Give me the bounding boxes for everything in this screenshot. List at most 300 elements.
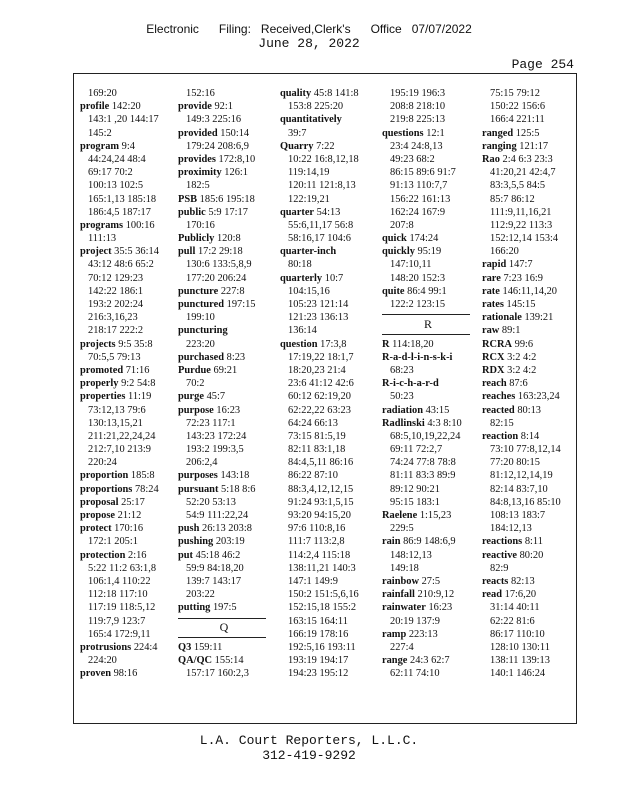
page-refs-continued: 138:11 139:13 xyxy=(490,655,550,667)
index-entry xyxy=(382,654,474,667)
index-word: rainfall xyxy=(382,589,415,601)
index-word: reach xyxy=(482,378,507,390)
index-word: purposes xyxy=(178,470,218,482)
index-word: pursuant xyxy=(178,483,219,495)
index-entry xyxy=(482,311,574,324)
index-word: protection xyxy=(80,549,126,561)
index-word: rain xyxy=(382,536,401,548)
page-refs-continued: 148:12,13 xyxy=(390,549,432,561)
index-entry xyxy=(482,390,574,403)
index-word: reacted xyxy=(482,404,515,416)
index-entry xyxy=(80,469,172,482)
index-entry xyxy=(178,522,270,535)
index-word: purchased xyxy=(178,351,225,363)
page-refs-continued: 82:11 83:1,18 xyxy=(288,444,346,456)
page-refs: 45:18 46:2 xyxy=(195,549,241,561)
page-refs-continued: 143:1 ,20 144:17 xyxy=(88,114,159,126)
index-entry xyxy=(80,483,172,496)
index-entry xyxy=(382,245,474,258)
index-entry xyxy=(482,404,574,417)
index-entry xyxy=(80,245,172,258)
page-refs-continued: 148:20 152:3 xyxy=(390,272,446,284)
page-refs-continued: 111:9,11,16,21 xyxy=(490,206,552,218)
page-refs: 45:7 xyxy=(206,391,226,403)
page-refs-continued: 192:5,16 193:11 xyxy=(288,641,356,653)
page-refs-continued: 23:6 41:12 42:6 xyxy=(288,378,354,390)
page-refs-continued: 69:11 72:2,7 xyxy=(390,444,443,456)
page-refs: 11:19 xyxy=(128,391,152,403)
page-refs: 98:16 xyxy=(113,668,138,680)
page-refs: 174:24 xyxy=(409,233,439,245)
page-refs-continued: 120:11 121:8,13 xyxy=(288,180,356,192)
page-refs-continued: 62:11 74:10 xyxy=(390,668,440,680)
index-entry xyxy=(178,324,270,337)
index-entry xyxy=(382,338,474,351)
index-entry xyxy=(178,469,270,482)
page-refs-continued: 130:13,15,21 xyxy=(88,417,143,429)
page-refs-continued: 152:15,18 155:2 xyxy=(288,602,357,614)
page-refs: 125:5 xyxy=(515,127,540,139)
page-refs-continued: 44:24,24 48:4 xyxy=(88,153,146,165)
page-refs-continued: 163:15 164:11 xyxy=(288,615,348,627)
section-rule xyxy=(382,331,474,338)
page-refs-continued: 20:19 137:9 xyxy=(390,615,440,627)
index-entry xyxy=(178,153,270,166)
index-entry xyxy=(178,206,270,219)
page-refs-continued: 70:2 xyxy=(186,378,205,390)
page-refs-continued: 62:22 81:6 xyxy=(490,615,535,627)
page-refs-continued: 212:7,10 213:9 xyxy=(88,444,151,456)
index-column-2 xyxy=(178,87,270,680)
index-word: question xyxy=(280,338,318,350)
index-word: properties xyxy=(80,391,126,403)
court-reporter-name: L.A. Court Reporters, L.L.C. xyxy=(199,733,419,748)
index-entry xyxy=(280,87,372,100)
index-word: rates xyxy=(482,299,504,310)
index-column-3 xyxy=(280,87,372,680)
page-refs: 8:23 xyxy=(226,351,246,363)
page-refs: 78:24 xyxy=(134,483,159,495)
index-word: quite xyxy=(382,285,405,297)
page-refs-continued: 138:11,21 140:3 xyxy=(288,562,356,574)
index-word: put xyxy=(178,549,194,561)
page-refs-continued: 122:19,21 xyxy=(288,193,330,205)
page-refs-continued: 93:20 94:15,20 xyxy=(288,510,351,521)
section-rule xyxy=(178,634,270,641)
index-word: R xyxy=(382,338,390,350)
page-refs: 163:23,24 xyxy=(517,391,560,403)
page-refs: 86:9 148:6,9 xyxy=(403,536,456,548)
page-refs-continued: 50:23 xyxy=(390,391,414,403)
page-refs-continued: 23:4 24:8,13 xyxy=(390,140,443,152)
page-refs: 1:15,23 xyxy=(419,510,452,521)
index-entry xyxy=(382,601,474,614)
index-word: provided xyxy=(178,127,218,139)
page-refs: 10:7 xyxy=(324,272,344,284)
index-entry xyxy=(482,338,574,351)
page-refs: 147:7 xyxy=(508,259,533,271)
index-entry xyxy=(382,575,474,588)
page-refs: 223:13 xyxy=(408,628,438,640)
page-refs-continued: 49:23 68:2 xyxy=(390,153,435,165)
page-refs-continued: 55:6,11,17 56:8 xyxy=(288,219,354,231)
page-refs: 89:1 xyxy=(501,325,521,337)
page-refs-continued: 69:17 70:2 xyxy=(88,167,133,179)
page-refs: 17:6,20 xyxy=(504,589,537,601)
page-refs-continued: 117:19 118:5,12 xyxy=(88,602,156,614)
page-refs: 185:6 195:18 xyxy=(199,193,255,205)
page-refs-continued: 39:7 xyxy=(288,127,307,139)
index-entry xyxy=(280,272,372,285)
court-reporter-phone: 312-419-9292 xyxy=(262,748,356,763)
page-refs: 99:6 xyxy=(514,338,534,350)
page-refs-continued: 74:24 77:8 78:8 xyxy=(390,457,456,469)
index-column-1 xyxy=(80,87,172,680)
index-word: purge xyxy=(178,391,204,403)
index-word: proximity xyxy=(178,167,222,179)
word-index-box xyxy=(73,73,577,724)
page-refs: 5:18 8:6 xyxy=(221,483,256,495)
page-refs-continued: 54:9 111:22,24 xyxy=(186,510,249,521)
page-refs-continued: 43:12 48:6 65:2 xyxy=(88,259,154,271)
index-entry xyxy=(80,522,172,535)
page-refs: 80:20 xyxy=(519,549,544,561)
page-refs-continued: 165:4 172:9,11 xyxy=(88,628,151,640)
page-refs-continued: 184:12,13 xyxy=(490,523,532,535)
page-refs: 146:11,14,20 xyxy=(502,285,557,297)
index-entry xyxy=(482,364,574,377)
index-entry xyxy=(382,285,474,298)
index-word: Q3 xyxy=(178,641,192,653)
index-entry xyxy=(482,351,574,364)
page-refs-continued: 112:9,22 113:3 xyxy=(490,219,553,231)
page-refs-continued: 86:17 110:10 xyxy=(490,628,545,640)
page-refs: 45:8 141:8 xyxy=(313,88,359,99)
page-refs-continued: 73:10 77:8,12,14 xyxy=(490,444,561,456)
index-word: programs xyxy=(80,219,124,231)
index-entry xyxy=(80,509,172,522)
index-word: QA/QC xyxy=(178,655,213,667)
index-word: read xyxy=(482,589,503,601)
index-entry xyxy=(482,535,574,548)
index-word: propose xyxy=(80,510,116,521)
page-refs: 120:8 xyxy=(216,233,241,245)
page-refs-continued: 170:16 xyxy=(186,219,215,231)
page-refs-continued: 70:12 129:23 xyxy=(88,272,144,284)
page-refs-continued: 68:23 xyxy=(390,364,414,376)
page-refs-continued: 72:23 117:1 xyxy=(186,417,236,429)
index-entry xyxy=(482,588,574,601)
index-word: reacts xyxy=(482,575,509,587)
page-refs: 159:11 xyxy=(193,641,223,653)
page-refs: 143:18 xyxy=(220,470,250,482)
index-entry xyxy=(280,206,372,219)
page-refs-continued: 211:21,22,24,24 xyxy=(88,430,156,442)
page-refs-continued: 147:10,11 xyxy=(390,259,432,271)
page-refs-continued: 199:10 xyxy=(186,312,215,324)
index-entry xyxy=(178,285,270,298)
index-word: reaction xyxy=(482,430,519,442)
page-refs: 142:20 xyxy=(111,101,141,113)
page-refs: 21:12 xyxy=(117,510,142,521)
index-entry xyxy=(80,140,172,153)
page-refs-continued: 75:15 79:12 xyxy=(490,88,540,99)
page-refs-continued: 119:7,9 123:7 xyxy=(88,615,146,627)
page-refs-continued: 219:8 225:13 xyxy=(390,114,446,126)
index-word: R-a-d-l-i-n-s-k-i xyxy=(382,351,453,363)
page-refs: 8:14 xyxy=(520,430,540,442)
page-refs: 17:2 29:18 xyxy=(197,246,243,258)
page-refs-continued: 207:8 xyxy=(390,219,414,231)
page-refs: 2:16 xyxy=(128,549,147,561)
page-refs-continued: 136:14 xyxy=(288,325,317,337)
page-refs-continued: 186:4,5 187:17 xyxy=(88,206,151,218)
index-entry xyxy=(178,390,270,403)
index-entry xyxy=(80,219,172,232)
page-refs-continued: 62:22,22 63:23 xyxy=(288,404,351,416)
page-refs-continued: 149:18 xyxy=(390,562,419,574)
index-column-4 xyxy=(382,87,474,680)
index-word: provides xyxy=(178,153,216,165)
index-entry xyxy=(482,258,574,271)
index-word: public xyxy=(178,206,206,218)
page-refs: 3:2 4:2 xyxy=(507,364,537,376)
page-refs-continued: 114:2,4 115:18 xyxy=(288,549,351,561)
index-word: puncturing xyxy=(178,325,228,337)
page-refs: 26:13 203:8 xyxy=(202,523,252,535)
index-entry xyxy=(178,127,270,140)
page-refs-continued: 91:24 93:1,5,15 xyxy=(288,496,354,508)
index-word: proven xyxy=(80,668,111,680)
page-refs-continued: 147:1 149:9 xyxy=(288,575,338,587)
page-refs-continued: 152:16 xyxy=(186,88,215,99)
page-refs-continued: 156:22 161:13 xyxy=(390,193,451,205)
page-refs-continued: 112:18 117:10 xyxy=(88,589,148,601)
index-entry xyxy=(280,140,372,153)
index-word: promoted xyxy=(80,364,124,376)
page-refs: 16:23 xyxy=(428,602,453,614)
page-refs-continued: 104:15,16 xyxy=(288,285,330,297)
index-word: quickly xyxy=(382,246,415,258)
page-refs: 17:3,8 xyxy=(320,338,347,350)
page-refs-continued: 70:5,5 79:13 xyxy=(88,351,141,363)
index-word: R-i-c-h-a-r-d xyxy=(382,378,439,390)
page-refs: 9:5 35:8 xyxy=(118,338,153,350)
index-word: project xyxy=(80,246,112,258)
index-word: RDX xyxy=(482,364,505,376)
index-entry xyxy=(178,166,270,179)
index-word: Purdue xyxy=(178,364,211,376)
page-refs-continued: 194:23 195:12 xyxy=(288,668,349,680)
index-word: range xyxy=(382,655,408,667)
index-word: proportion xyxy=(80,470,129,482)
page-refs-continued: 182:5 xyxy=(186,180,210,192)
page-refs: 86:4 99:1 xyxy=(407,285,447,297)
page-refs-continued: 95:15 183:1 xyxy=(390,496,440,508)
index-entry xyxy=(178,232,270,245)
page-refs-continued: 172:1 205:1 xyxy=(88,536,138,548)
page-refs-continued: 177:20 206:24 xyxy=(186,272,247,284)
page-refs-continued: 143:23 172:24 xyxy=(186,430,247,442)
page-refs-continued: 97:6 110:8,16 xyxy=(288,523,346,535)
index-word: quick xyxy=(382,233,407,245)
page-refs-continued: 86:15 89:6 91:7 xyxy=(390,167,456,179)
index-entry xyxy=(80,377,172,390)
index-word: putting xyxy=(178,602,211,614)
index-entry xyxy=(482,153,574,166)
page-refs-continued: 128:10 130:11 xyxy=(490,641,550,653)
index-word: quarterly xyxy=(280,272,323,284)
index-word: pull xyxy=(178,246,196,258)
index-word: pushing xyxy=(178,536,214,548)
page-refs-continued: 220:24 xyxy=(88,457,117,469)
index-word: Publicly xyxy=(178,233,215,245)
page-refs-continued: 84:8,13,16 85:10 xyxy=(490,496,561,508)
page-refs-continued: 166:4 221:11 xyxy=(490,114,545,126)
page-refs: 71:16 xyxy=(125,364,150,376)
index-entry xyxy=(80,390,172,403)
index-word: Quarry xyxy=(280,140,314,152)
index-entry xyxy=(382,377,474,390)
index-word: quantitatively xyxy=(280,114,342,126)
page-refs: 126:1 xyxy=(224,167,248,179)
page-refs-continued: 60:12 62:19,20 xyxy=(288,391,351,403)
page-refs-continued: 130:6 133:5,8,9 xyxy=(186,259,252,271)
index-entry xyxy=(482,285,574,298)
page-refs-continued: 119:14,19 xyxy=(288,167,330,179)
index-word: reaches xyxy=(482,391,516,403)
page-refs-continued: 82:9 xyxy=(490,562,509,574)
index-entry xyxy=(80,338,172,351)
page-refs: 82:13 xyxy=(510,575,535,587)
page-refs-continued: 218:17 222:2 xyxy=(88,325,144,337)
index-entry xyxy=(382,404,474,417)
page-refs: 54:13 xyxy=(316,206,341,218)
page-refs-continued: 108:13 183:7 xyxy=(490,510,546,521)
page-refs-continued: 139:7 143:17 xyxy=(186,575,242,587)
page-refs-continued: 88:3,4,12,12,15 xyxy=(288,483,354,495)
page-refs: 4:3 8:10 xyxy=(427,417,462,429)
page-refs: 224:4 xyxy=(133,641,158,653)
hearing-date: June 28, 2022 xyxy=(258,36,360,51)
index-word: PSB xyxy=(178,193,198,205)
page-refs-continued: 86:22 87:10 xyxy=(288,470,338,482)
page-refs-continued: 82:15 xyxy=(490,417,514,429)
page-refs-continued: 17:19,22 18:1,7 xyxy=(288,351,354,363)
section-letter: R xyxy=(423,316,432,331)
filing-stamp: Electronic Filing: Received,Clerk's Office 07/07/2022 xyxy=(146,22,472,36)
index-word: proportions xyxy=(80,483,133,495)
page-refs-continued: 73:12,13 79:6 xyxy=(88,404,146,416)
index-word: Raelene xyxy=(382,510,418,521)
index-word: reactions xyxy=(482,536,523,548)
index-word: punctured xyxy=(178,299,225,310)
page-refs-continued: 193:2 202:24 xyxy=(88,299,144,310)
page-refs: 43:15 xyxy=(425,404,450,416)
page-refs: 210:9,12 xyxy=(417,589,455,601)
page-refs-continued: 203:22 xyxy=(186,589,215,601)
page-refs: 185:8 xyxy=(130,470,155,482)
page-refs: 155:14 xyxy=(214,655,244,667)
index-word: reactive xyxy=(482,549,517,561)
page-refs-continued: 157:17 160:2,3 xyxy=(186,668,249,680)
index-entry xyxy=(382,535,474,548)
page-refs: 95:19 xyxy=(417,246,442,258)
page-refs-continued: 111:13 xyxy=(88,233,117,245)
index-entry xyxy=(382,351,474,364)
page-refs-continued: 193:2 199:3,5 xyxy=(186,444,244,456)
index-entry xyxy=(482,272,574,285)
index-word: program xyxy=(80,140,120,152)
index-entry xyxy=(482,575,574,588)
page-refs-continued: 229:5 xyxy=(390,523,414,535)
page-refs-continued: 10:22 16:8,12,18 xyxy=(288,153,359,165)
index-entry xyxy=(382,127,474,140)
index-word: quarter-inch xyxy=(280,246,337,258)
page-refs-continued: 73:15 81:5,19 xyxy=(288,430,346,442)
page-refs: 100:16 xyxy=(125,219,155,231)
page-refs: 121:17 xyxy=(519,140,549,152)
page-refs-continued: 77:20 80:15 xyxy=(490,457,540,469)
section-rule xyxy=(382,311,474,318)
page-refs-continued: 145:2 xyxy=(88,127,112,139)
index-word: ranged xyxy=(482,127,514,139)
index-word: questions xyxy=(382,127,424,139)
index-column-5 xyxy=(482,87,574,680)
index-word: puncture xyxy=(178,285,219,297)
index-word: ranging xyxy=(482,140,517,152)
index-word: proposal xyxy=(80,496,119,508)
page-number: Page 254 xyxy=(511,57,574,72)
index-entry xyxy=(80,641,172,654)
index-word: purpose xyxy=(178,404,214,416)
index-word: Rao xyxy=(482,153,500,165)
page-refs: 203:19 xyxy=(215,536,245,548)
page-refs: 227:8 xyxy=(220,285,245,297)
page-refs-continued: 162:24 167:9 xyxy=(390,206,446,218)
index-entry xyxy=(178,654,270,667)
index-entry xyxy=(178,193,270,206)
index-word: rapid xyxy=(482,259,507,271)
index-entry xyxy=(178,298,270,311)
page-refs: 27:5 xyxy=(421,575,441,587)
index-entry xyxy=(178,245,270,258)
page-refs-continued: 169:20 xyxy=(88,88,117,99)
page-refs: 25:17 xyxy=(121,496,145,508)
page-refs: 114:18,20 xyxy=(392,338,434,350)
page-refs-continued: 208:8 218:10 xyxy=(390,101,446,113)
page-refs: 2:4 6:3 23:3 xyxy=(502,153,553,165)
index-entry xyxy=(382,509,474,522)
footer xyxy=(0,733,618,763)
index-entry xyxy=(178,483,270,496)
index-word: Radlinski xyxy=(382,417,425,429)
index-word: protect xyxy=(80,523,112,535)
page-refs: 9:4 xyxy=(121,140,135,152)
page-refs-continued: 122:2 123:15 xyxy=(390,299,446,310)
page-refs: 139:21 xyxy=(524,312,554,324)
page-refs: 3:2 4:2 xyxy=(507,351,537,363)
page-refs-continued: 84:4,5,11 86:16 xyxy=(288,457,354,469)
index-word: rainbow xyxy=(382,575,419,587)
page-refs-continued: 152:12,14 153:4 xyxy=(490,233,559,245)
page-refs: 197:5 xyxy=(212,602,237,614)
index-entry xyxy=(178,641,270,654)
index-entry xyxy=(178,404,270,417)
page-refs-continued: 52:20 53:13 xyxy=(186,496,236,508)
page-refs-continued: 193:19 194:17 xyxy=(288,655,349,667)
page-refs-continued: 111:7 113:2,8 xyxy=(288,536,345,548)
